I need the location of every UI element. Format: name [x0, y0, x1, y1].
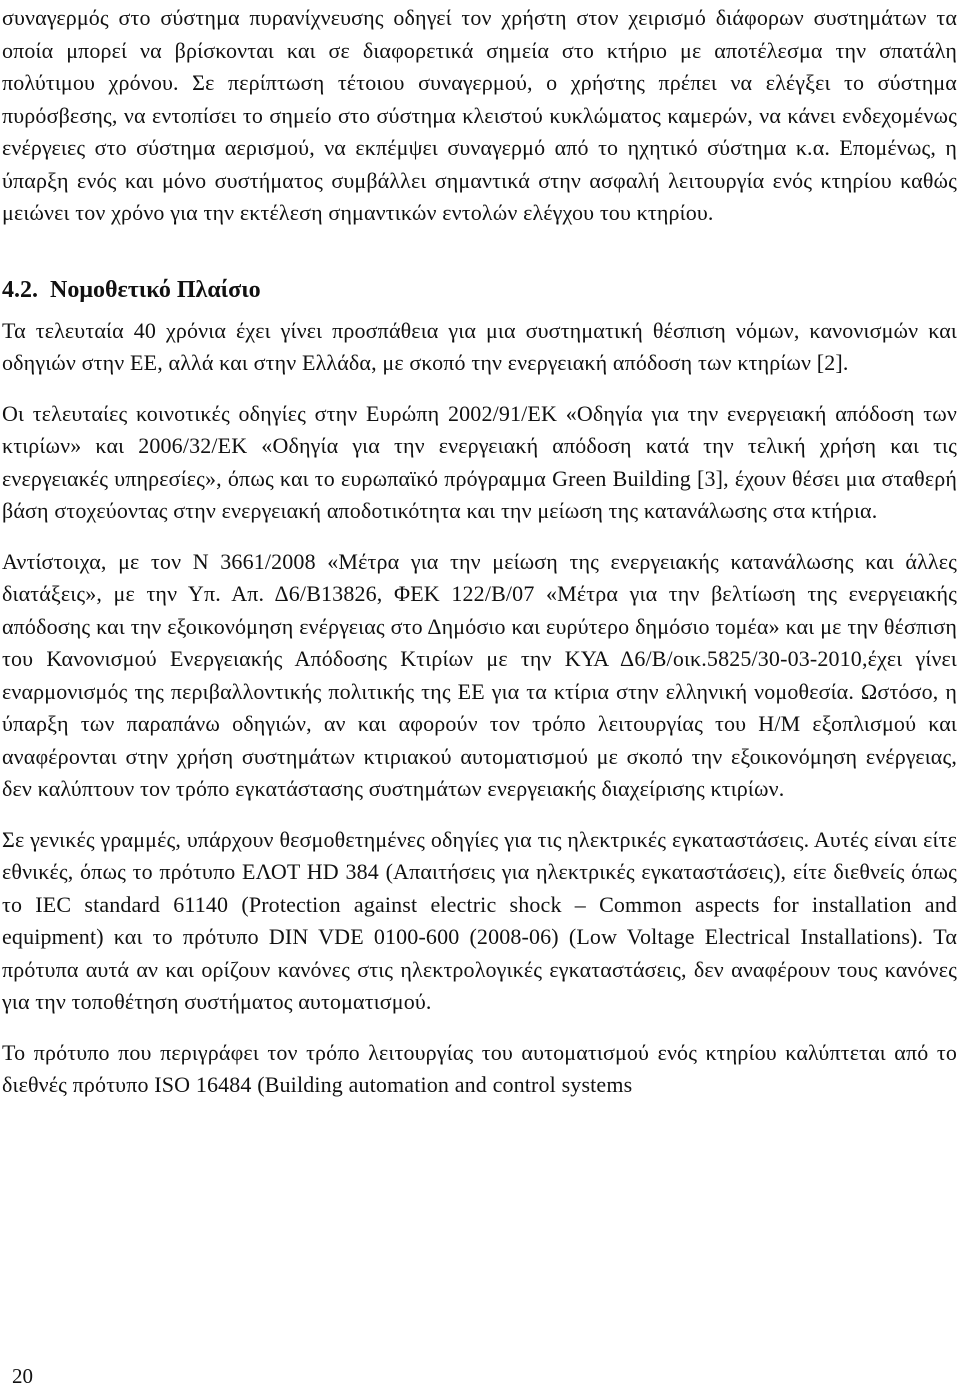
section-title: Νομοθετικό Πλαίσιο: [50, 276, 261, 303]
paragraph-greek-law: Αντίστοιχα, με τον Ν 3661/2008 «Μέτρα για την μείωση της ενεργειακής κατανάλωσης και άλλες διατάξεις», με την Υπ. Απ. Δ6/Β13826, ΦΕΚ 122/Β/07 «Μέτρα για την βελτίωση της ενεργειακής απόδοσης και την εξοικονόμηση ενέργειας στο Δημόσιο και ευρύτερο δημόσιο τομέα» και με την θέσπιση του Κανονισμού Ενεργειακής Απόδοσης Κτιρίων με την ΚΥΑ Δ6/Β/οικ.5825/30-03-2010,έχει γίνει εναρμονισμός της περιβαλλοντικής πολιτικής της ΕΕ για τα κτίρια στην ελληνική νομοθεσία. Ωστόσο, η ύπαρξη των παραπάνω οδηγιών, αν και αφορούν τον τρόπο λειτουργίας του Η/Μ εξοπλισμού και αναφέρονται στην χρήση συστημάτων κτιριακού αυτοματισμού με σκοπό την εξοικονόμηση ενέργειας, δεν καλύπτουν τον τρόπο εγκατάστασης συστημάτων ενεργειακής διαχείρισης κτιρίων.: [2, 548, 957, 801]
paragraph-eu-directives: Οι τελευταίες κοινοτικές οδηγίες στην Ευρώπη 2002/91/ΕΚ «Οδηγία για την ενεργειακή απόδοση των κτιρίων» και 2006/32/ΕΚ «Οδηγία για την ενεργειακή απόδοση κατά την τελική χρήση και τις ενεργειακές υπηρεσίες», όπως και το ευρωπαϊκό πρόγραμμα Green Building [3], έχουν θέσει μια σταθερή βάση στοχεύοντας στην ενεργειακή αποδοτικότητα και την μείωση της κατανάλωσης στα κτήρια.: [2, 400, 957, 523]
section-heading: [2, 274, 957, 306]
section-number: 4.2.: [2, 276, 38, 303]
paragraph-iso-standard: Το πρότυπο που περιγράφει τον τρόπο λειτουργίας του αυτοματισμού ενός κτηρίου καλύπτεται από το διεθνές πρότυπο ISO 16484 (Building automation and control systems: [2, 1039, 957, 1097]
page-number: 20: [12, 1364, 33, 1388]
paragraph-legislation-intro: Τα τελευταία 40 χρόνια έχει γίνει προσπάθεια για μια συστηματική θέσπιση νόμων, κανονισμών και οδηγιών στην ΕΕ, αλλά και στην Ελλάδα, με σκοπό την ενεργειακή απόδοση των κτηρίων [2].: [2, 317, 957, 375]
paragraph-electrical-standards: Σε γενικές γραμμές, υπάρχουν θεσμοθετημένες οδηγίες για τις ηλεκτρικές εγκαταστάσεις. Αυτές είναι είτε εθνικές, όπως το πρότυπο ΕΛΟΤ HD 384 (Απαιτήσεις για ηλεκτρικές εγκαταστάσεις), είτε διεθνείς όπως το IEC standard 61140 (Protection against electric shock – Common aspects for installation and equipment) και το πρότυπο DIN VDE 0100-600 (2008-06) (Low Voltage Electrical Installations). Τα πρότυπα αυτά αν και ορίζουν κανόνες στις ηλεκτρολογικές εγκαταστάσεις, δεν αναφέρουν τους κανόνες για την τοποθέτηση συστήματος αυτοματισμού.: [2, 826, 957, 1014]
intro-paragraph: συναγερμός στο σύστημα πυρανίχνευσης οδηγεί τον χρήστη στον χειρισμό διάφορων συστημάτων τα οποία μπορεί να βρίσκονται και σε διαφορετικά σημεία στο κτήριο με αποτέλεσμα την σπατάλη πολύτιμου χρόνου. Σε περίπτωση τέτοιου συναγερμού, ο χρήστης πρέπει να ελέγξει το σύστημα πυρόσβεσης, να εντοπίσει το σημείο στο σύστημα κλειστού κυκλώματος καμερών, να κάνει ενδεχομένως ενέργειες στο σύστημα αερισμού, να εκπέμψει συναγερμό από το ηχητικό σύστημα κ.α. Επομένως, η ύπαρξη ενός και μόνο συστήματος συμβάλλει σημαντικά στην ασφαλή λειτουργία ενός κτηρίου καθώς μειώνει τον χρόνο για την εκτέλεση σημαντικών εντολών ελέγχου του κτηρίου.: [2, 5, 957, 225]
page-content: [2, 0, 957, 1102]
